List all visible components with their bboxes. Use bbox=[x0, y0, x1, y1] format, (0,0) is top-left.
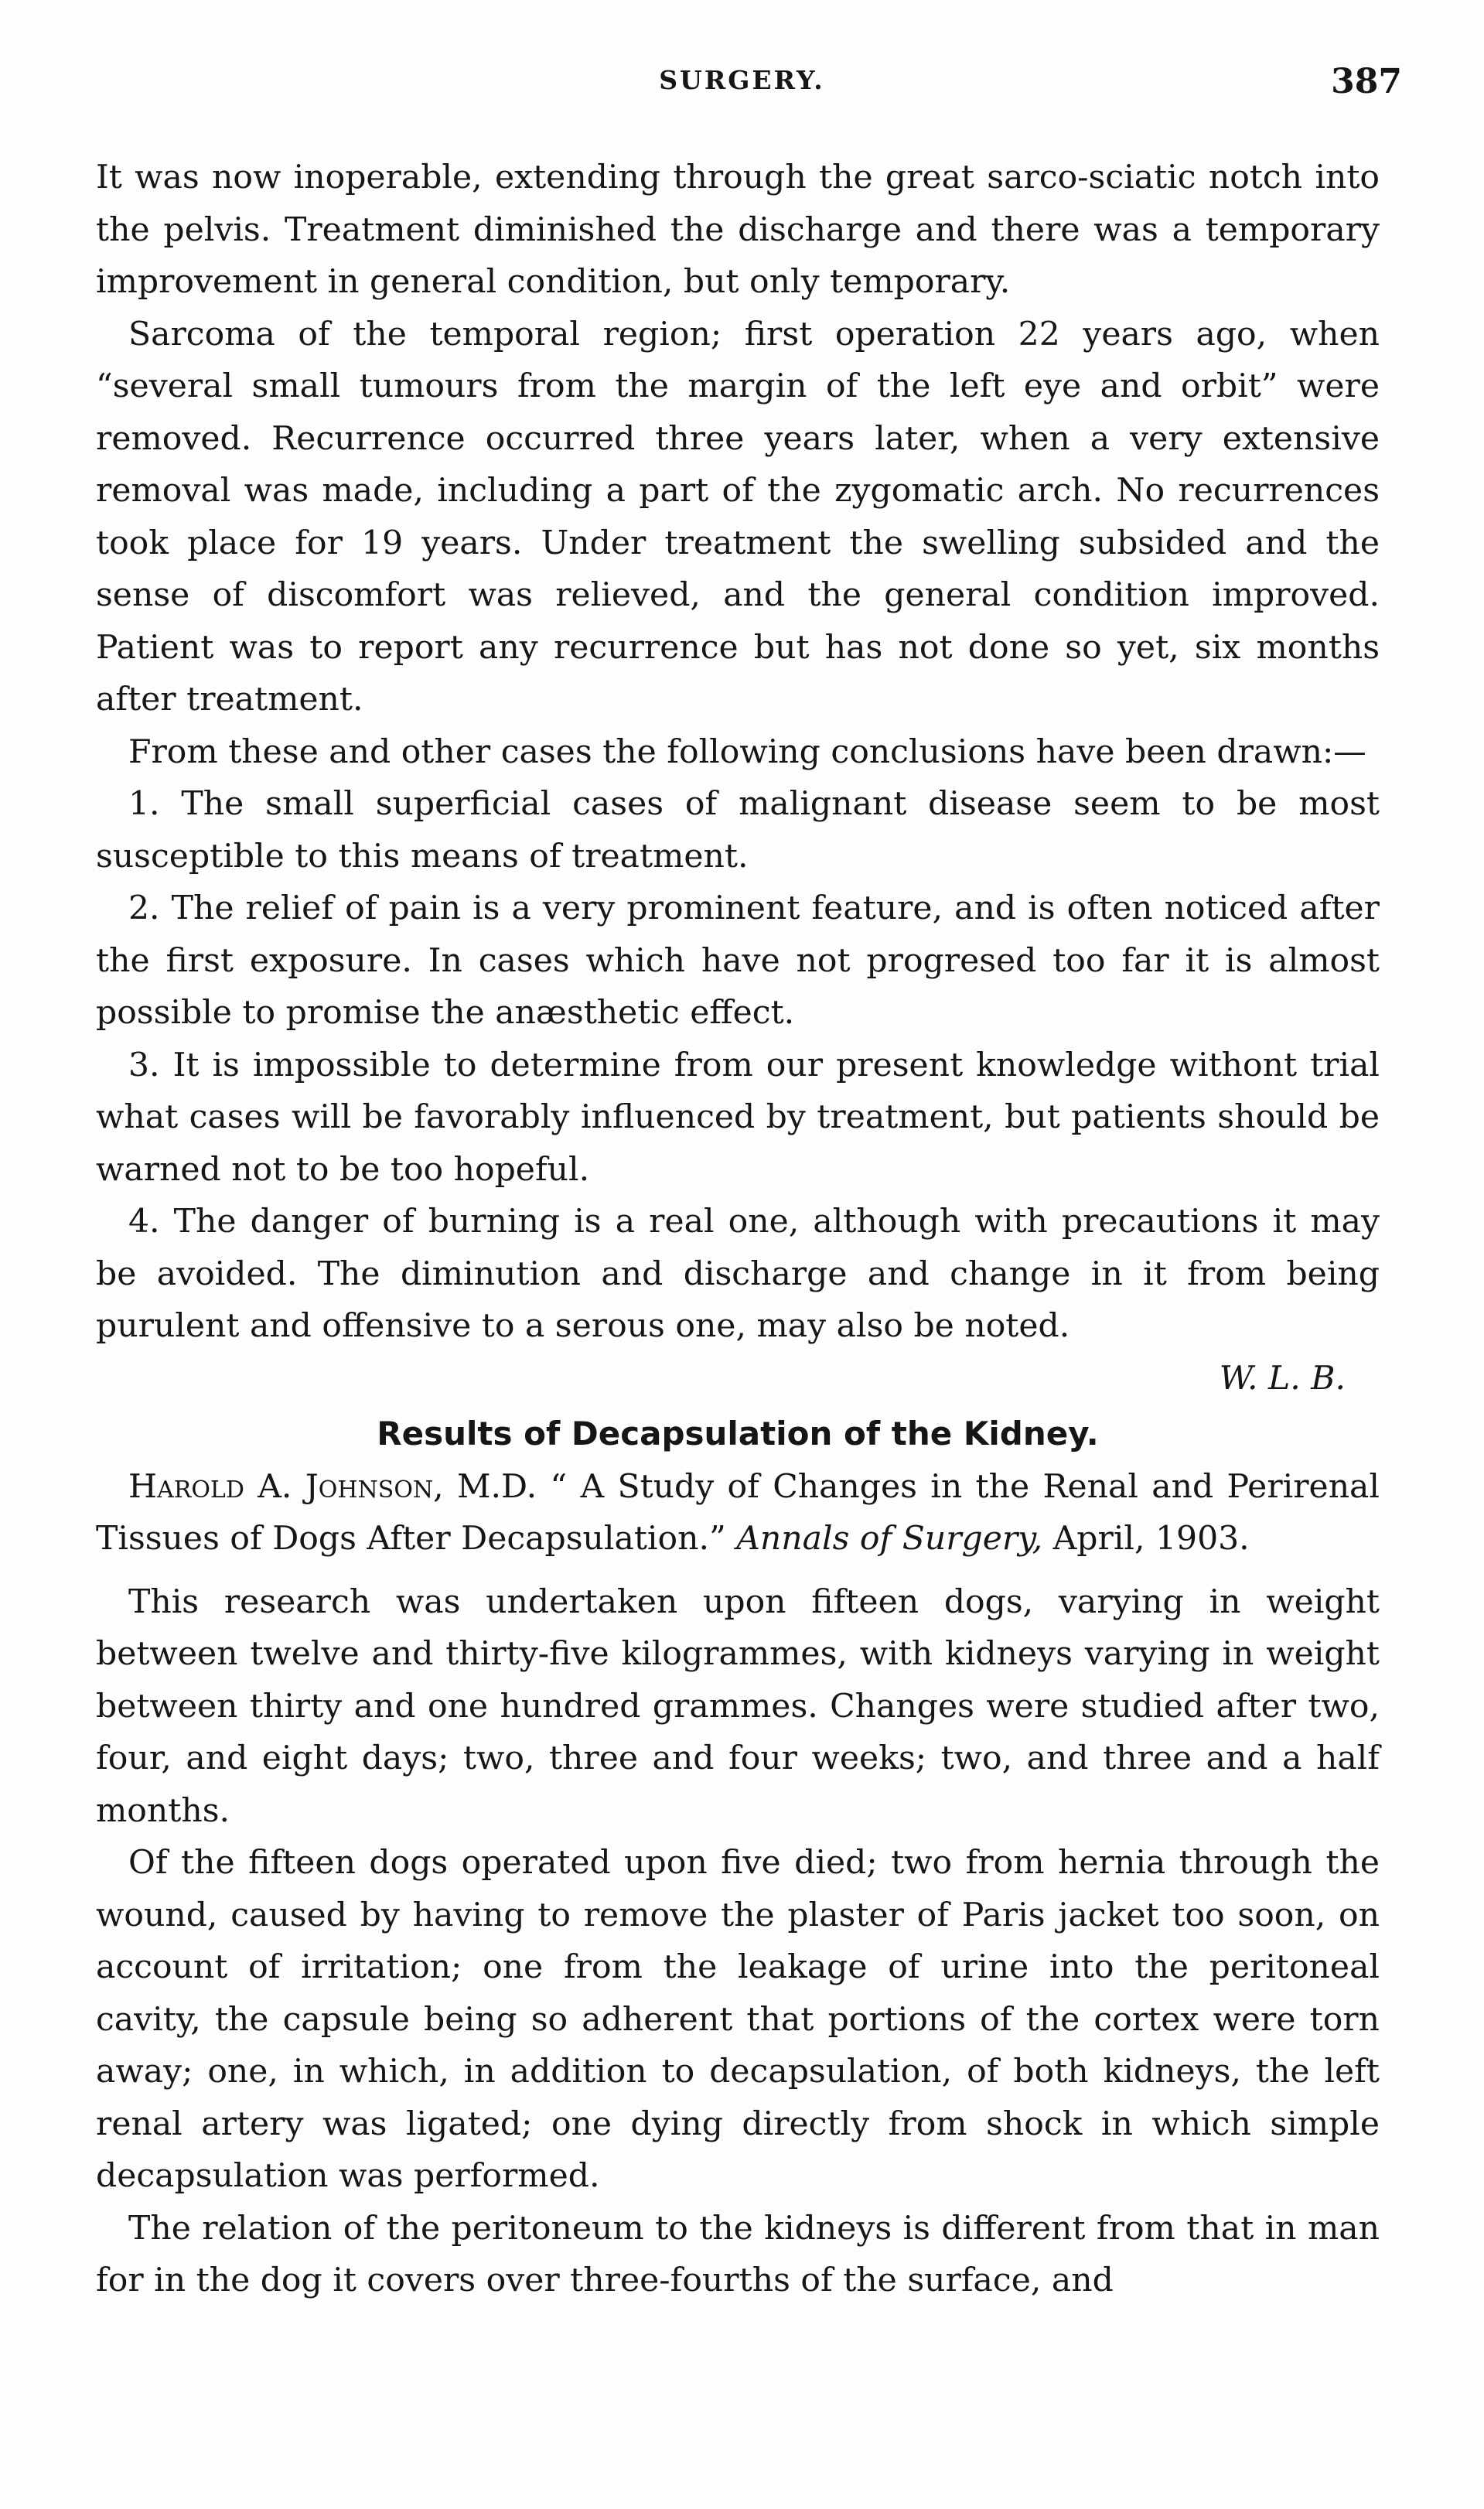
running-head-title: SURGERY. bbox=[659, 65, 825, 95]
page-number: 387 bbox=[1331, 62, 1402, 101]
citation-title: “ A Study of Changes in the Renal and Perirenal Tissues of Dogs After Decapsulation.” bbox=[96, 1467, 1380, 1558]
paragraph-3: From these and other cases the following conclusions have been drawn:— bbox=[128, 732, 1366, 771]
citation-journal: Annals of Surgery, bbox=[736, 1520, 1043, 1558]
citation bbox=[96, 1461, 1380, 1565]
conclusion-2: 2. The relief of pain is a very prominent feature, and is often noticed after the first exposure. In cases which have not progresed too far it is almost possible to promise the anæsthetic effect. bbox=[96, 889, 1380, 1032]
conclusion-4: 4. The danger of burning is a real one, although with precautions it may be avoided. The diminution and discharge and change in it from being purulent and offensive to a serous one, may also be noted. bbox=[96, 1203, 1380, 1345]
citation-author: Harold A. Johnson, bbox=[128, 1467, 444, 1506]
conclusion-3: 3. It is impossible to determine from our present knowledge withont trial what cases will be favorably influenced by treatment, but patients should be warned not to be too hopeful. bbox=[96, 1046, 1380, 1189]
paragraph-1: It was now inoperable, extending through the great sarco-sciatic notch into the pelvis. Treatment diminished the discharge and there was a temporary improvement in general condition, but only temporary. bbox=[96, 159, 1380, 301]
paragraph-research: This research was undertaken upon fifteen dogs, varying in weight between twelve and thirty-five kilogrammes, with kidneys varying in weight between thirty and one hundred grammes. Changes were studied after two, four, and eight days; two, three and four weeks; two, and three and a half months. bbox=[96, 1582, 1380, 1830]
author-signature: W. L. B. bbox=[1219, 1359, 1346, 1398]
article-body bbox=[96, 152, 1380, 2307]
citation-date: April, 1903. bbox=[1042, 1520, 1250, 1558]
paragraph-deaths: Of the fifteen dogs operated upon five died; two from hernia through the wound, caused by having to remove the plaster of Paris jacket too soon, on account of irritation; one from the leakage of urine into the peritoneal cavity, the capsule being so adherent that portions of the cortex were torn away; one, in which, in addition to decapsulation, of both kidneys, the left renal artery was ligated; one dying directly from shock in which simple decapsulation was performed. bbox=[96, 1844, 1380, 2195]
section-heading: Results of Decapsulation of the Kidney. bbox=[377, 1414, 1099, 1452]
paragraph-peritoneum: The relation of the peritoneum to the kidneys is different from that in man for in the dog it covers over three-fourths of the surface, and bbox=[96, 2209, 1380, 2299]
paragraph-2: Sarcoma of the temporal region; first operation 22 years ago, when “several small tumours from the margin of the left eye and orbit” were removed. Recurrence occurred three years later, when a very extensive removal was made, including a part of the zygomatic arch. No recurrences took place for 19 years. Under treatment the swelling subsided and the sense of discomfort was relieved, and the general condition improved. Patient was to report any recurrence but has not done so yet, six months after treatment. bbox=[96, 315, 1380, 719]
conclusion-1: 1. The small superficial cases of malignant disease seem to be most susceptible to this means of treatment. bbox=[96, 785, 1380, 876]
citation-degree: M.D. bbox=[443, 1467, 537, 1506]
running-head bbox=[0, 62, 1484, 116]
